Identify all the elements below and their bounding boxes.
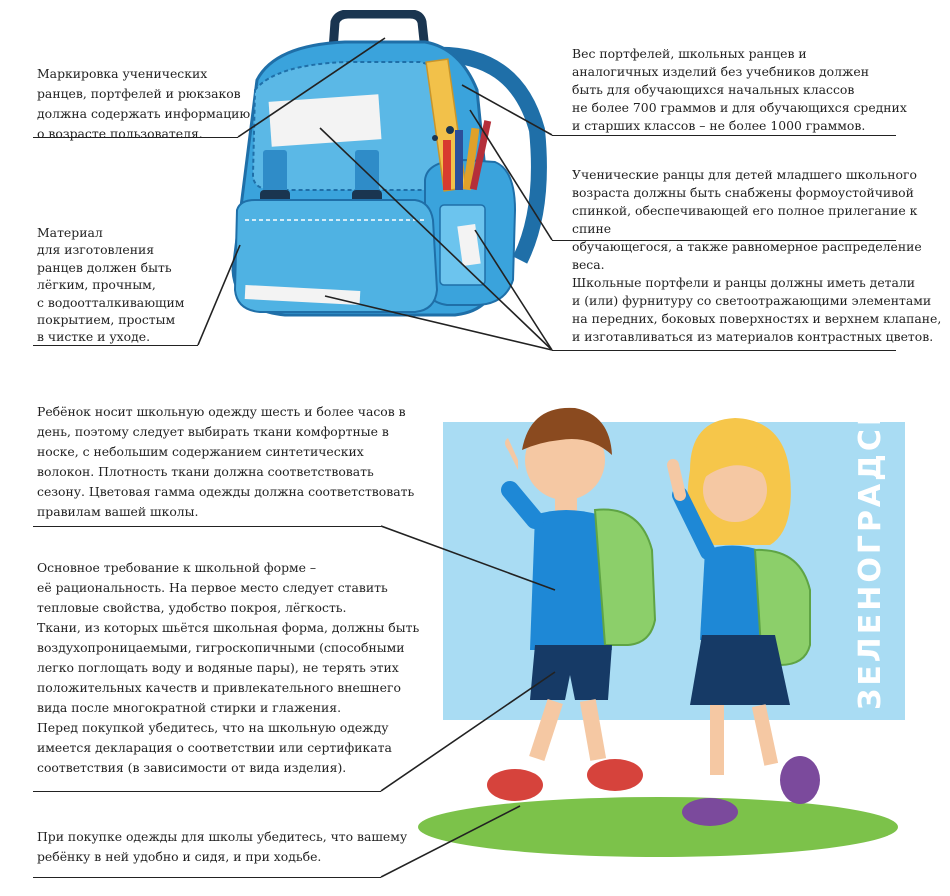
- uniform-rule: [33, 791, 381, 792]
- marking-rule: [33, 137, 238, 138]
- comfort-note: При покупке одежды для школы убедитесь, что вашему ребёнку в ней удобно и сидя, и при ходьбе.: [37, 829, 408, 864]
- comfort-rule: [33, 877, 381, 878]
- back-support-note: Ученические ранцы для детей младшего школьного возраста должны быть снабжены формоустойчивой спинкой, обеспечивающей его полное прилегание к спине обучающегося, а также равномерное распределение веса.: [572, 167, 922, 272]
- reflective-note: Школьные портфели и ранцы должны иметь детали и (или) фурнитуру со светоотражающими элементами на передних, боковых поверхностях и верхнем клапане, и изготавливаться из материалов контрастных цветов.: [572, 275, 942, 344]
- uniform-note: Основное требование к школьной форме – её рациональность. На первое место следует ставить тепловые свойства, удобство покроя, лёгкость. Ткани, из которых шьётся школьная форма, должны быть воздухопроницаемыми, гигроскопичными (способными легко поглощать воду и водяные пары), не терять этих положительных качеств и привлекательного внешнего вида после многократной стирки и глажения. Перед покупкой убедитесь, что на школьную одежду имеется декларация о соответствии или сертификата соответствия (в зависимости от вида изделия).: [37, 560, 420, 775]
- back-rule: [552, 240, 896, 241]
- reflective-rule: [552, 350, 896, 351]
- brand-name: ЗЕЛЕНОГРАДСК: [853, 398, 888, 710]
- fabric-rule: [33, 526, 381, 527]
- weight-rule: [552, 135, 896, 136]
- fabric-note: Ребёнок носит школьную одежду шесть и более часов в день, поэтому следует выбирать ткани комфортные в носке, с небольшим содержанием синтетических волокон. Плотность ткани должна соответствовать сезону. Цветовая гамма одежды должна соответствовать правилам вашей школы.: [37, 404, 415, 519]
- backpack-illustration: [215, 10, 550, 340]
- material-rule: [33, 345, 198, 346]
- material-note: Материал для изготовления ранцев должен быть лёгким, прочным, с водоотталкивающим покрытием, простым в чистке и уходе.: [37, 225, 185, 345]
- weight-note: Вес портфелей, школьных ранцев и аналогичных изделий без учебников должен быть для обучающихся начальных классов не более 700 граммов и для обучающихся средних и старших классов – не более 1000 граммов.: [572, 46, 907, 133]
- kids-illustration: [390, 380, 920, 896]
- marking-note: Маркировка ученических ранцев, портфелей и рюкзаков должна содержать информацию о возрасте пользователя.: [37, 66, 251, 141]
